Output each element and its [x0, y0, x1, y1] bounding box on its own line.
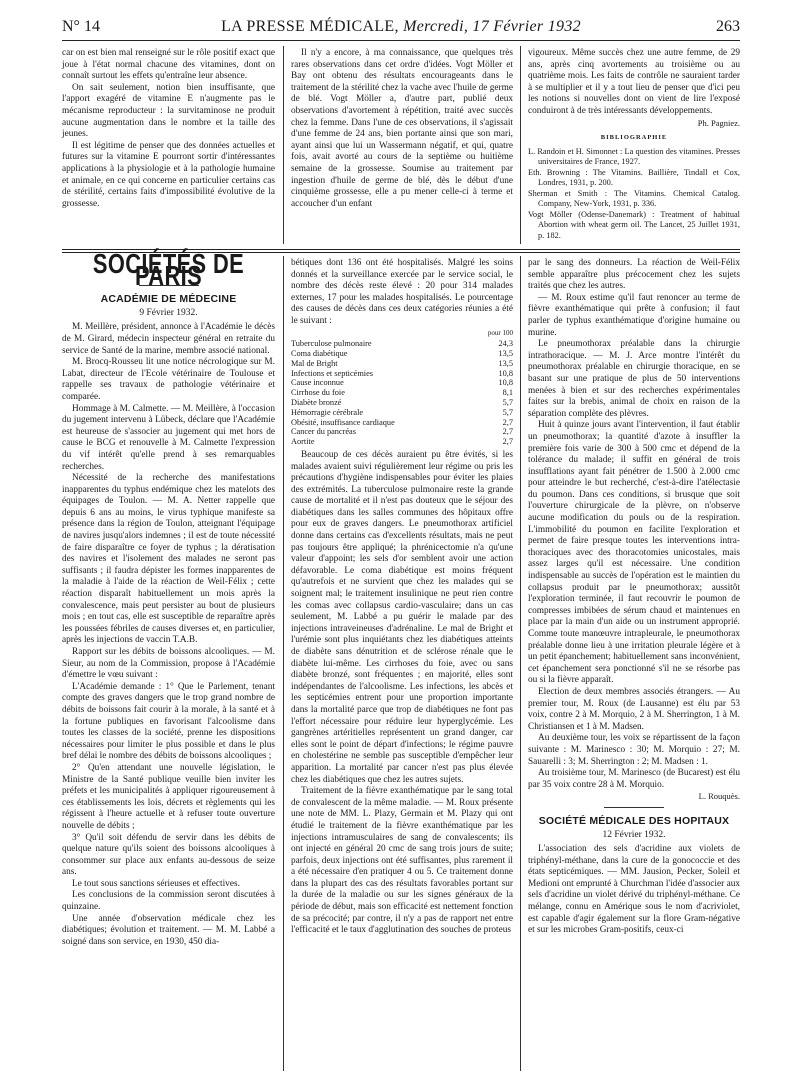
author-signature: Ph. Pagniez. [697, 117, 740, 128]
societes-column-2 [291, 258, 513, 937]
cause-label: Hémorragie cérébrale [291, 407, 364, 417]
top-column-3 [528, 48, 740, 241]
cause-value: 13,5 [498, 358, 513, 368]
causes-table [291, 339, 513, 447]
paragraph: Il n'y a encore, à ma connaissance, que quelques très rares observations dans cet ordre d'idées. Vogt Möller et Bay ont obtenu des résultats encourageants dans le traitement de la stérilité chez la vache avec l'huile de germe de blé. Vogt Möller a, d'autre part, publié deux observations d'avortement à répétition, traité avec succès chez la femme. Dans l'une de ces observations, il s'agissait d'une femme de 24 ans, bien portante ainsi que son mari, ayant ainsi que lui un Wassermann négatif, et qui, quatre fois, avait avorté au cours de la septième ou huitième semaine de la grossesse. Soumise au traitement par ingestion d'huile de germe de blé, dès le début d'une cinquième grossesse, elle a pu mener celle-ci à terme et accoucher d'un enfant [291, 48, 513, 209]
bibliography-entry: Sherman et Smith : The Vitamins. Chemical Catalog. Company, New-York, 1931, p. 336. [528, 188, 740, 209]
cause-label: Cirrhose du foie [291, 388, 345, 398]
paragraph: L'association des sels d'acridine aux violets de triphényl-méthane, dans la cure de la gonococcie et des états septicémiques. — MM. Jausion, Pecker, Soleil et Medioni ont emprunté à Churchman l'idée d'associer aux sels d'acridine un violet dérivé du triphényl-méthane. Ce mélange, connu en Amérique sous le nom d'acriviolet, est capable d'agir également sur la flore Gram-négative et sur les microbes Gram-positifs, ceux-ci [528, 844, 740, 936]
paragraph: 3° Qu'il soit défendu de servir dans les débits de quelque nature qu'ils soient des boissons alcooliques à consommer sur place aux enfants au-dessous de seize ans. [62, 832, 275, 878]
column-divider [283, 256, 284, 1071]
paragraph: vigoureux. Même succès chez une autre femme, de 29 ans, après cinq avortements au troisième ou au quatrième mois. Les faits de contrôle ne sauraient tarder à se multiplier et il y a tout lieu de penser que d'ici peu les notions si nouvelles dont on vient de lire l'exposé conduiront à de très intéressants développements. [528, 48, 740, 116]
cause-value: 10,8 [498, 378, 513, 388]
causes-row [291, 369, 513, 379]
paragraph: M. Meillère, président, annonce à l'Académie le décès de M. Girard, médecin inspecteur général en retraite du service de Santé de la marine, membre associé national. [62, 322, 275, 356]
paragraph: Traitement de la fièvre exanthématique par le sang total de convalescent de la même maladie. — M. Roux présente une note de MM. L. Plazy, Germain et M. Plazy qui ont étudié le traitement de la fièvre exanthématique par les injections intramusculaires de sang de convalescents; ils ont injecté en général 20 cmc de sang trois jours de suite; parfois, deux injections ont été suffisantes, plus rarement il a été nécessaire d'en pratiquer 4 ou 5. Ce traitement donne dans la plupart des cas des résultats favorables portant sur la durée de la maladie ou sur les signes généraux de la période de début, mais son efficacité est nettement fonction de sa précocité; par contre, il n'y a pas de rapport net entre l'efficacité et le taux d'agglutination des souches de proteus [291, 786, 513, 936]
bibliography-heading: BIBLIOGRAPHIE [600, 134, 668, 142]
bibliography [528, 147, 740, 242]
cause-label: Cancer du pancréas [291, 427, 356, 437]
paragraph: Le pneumothorax préalable dans la chirurgie intrathoracique. — M. J. Arce montre l'intérêt du pneumothorax préalable en chirurgie thoracique, en se basant sur une pratique de plus de 50 interventions menées à bien et sur des recherches expérimentales faites sur la brebis, animal de choix en raison de la séparation complète des plèvres. [528, 339, 740, 419]
societes-column-1 [62, 248, 275, 948]
journal-title [62, 18, 740, 36]
paragraph: L'Académie demande : 1° Que le Parlement, tenant compte des graves dangers que le trop grand nombre de débits de boissons fait courir à la morale, à la santé et à la fortune publiques en favorisant l'alcoolisme dans toutes les classes de la société, prenne les dispositions nécessaires pour limiter le plus possible et dans le plus bref délai le nombre des débits de boissons alcooliques ; [62, 681, 275, 762]
section-rule [604, 807, 664, 808]
paragraph: Il est légitime de penser que des données actuelles et futures sur la vitamine E pourront sortir d'intéressantes applications à la physiologie et à la pathologie humaine et animale, en ce qui concerne en particulier certains cas de stérilité, certains faits d'impossibilité évolutive de la grossesse. [62, 140, 275, 209]
cause-value: 5,7 [502, 407, 513, 417]
societes-column-3 [528, 258, 740, 937]
cause-value: 2,7 [502, 437, 513, 447]
causes-row [291, 427, 513, 437]
cause-value: 2,7 [502, 427, 513, 437]
top-column-1 [62, 48, 275, 210]
causes-row [291, 398, 513, 408]
cause-value: 5,7 [502, 397, 513, 407]
section-title: SOCIÉTÉS DE PARIS [92, 248, 245, 291]
academie-title: ACADÉMIE DE MÉDECINE [100, 293, 237, 306]
journal-name: LA PRESSE MÉDICALE, [221, 18, 399, 35]
paragraph: M. Brocq-Rousseu lit une notice nécrologique sur M. Labat, directeur de l'Ecole vétérinaire de Toulouse et rappelle ses travaux de pathologie vétérinaire et comparée. [62, 357, 275, 402]
paragraph: Election de deux membres associés étrangers. — Au premier tour, M. Roux (de Lausanne) est élu par 53 voix, contre 2 à M. Morquio, 2 à M. Sherrington, 1 à M. Christiansen et 1 à M. Madsen. [528, 686, 740, 732]
paragraph: Le tout sous sanctions sérieuses et effectives. [72, 878, 240, 889]
paragraph: Rapport sur les débits de boissons alcooliques. — M. Sieur, au nom de la Commission, propose à l'Académie d'émettre le vœu suivant : [62, 647, 275, 681]
bibliography-entry: Vogt Möller (Odense-Danemark) : Treatment of habitual Abortion with wheat germ oil. The Lancet, 25 Juillet 1931, p. 182. [528, 209, 740, 240]
paragraph: car on est bien mal renseigné sur le rôle positif exact que joue à l'état normal chacune des vitamines, dont on connaît surtout les effets qu'entraîne leur absence. [62, 48, 275, 82]
column-divider [520, 46, 521, 244]
issue-date: Mercredi, 17 Février 1932 [403, 18, 581, 35]
causes-row [291, 437, 513, 447]
paragraph: Les conclusions de la commission seront discutées à quinzaine. [62, 890, 275, 913]
cause-label: Diabète bronzé [291, 397, 342, 407]
paragraph: 2° Qu'en attendant une nouvelle législation, le Ministre de la Santé publique veuille bien inviter les préfets et les municipalités à appliquer rigoureusement à ces établissements les lois, décrets et règlements qui les régissent à l'heure actuelle et à refuser toute ouverture nouvelle de débits ; [62, 762, 275, 831]
academie-date: 9 Février 1932. [139, 307, 198, 318]
cause-value: 24,3 [498, 339, 513, 349]
causes-row [291, 408, 513, 418]
causes-row [291, 339, 513, 349]
paragraph: Huit à quinze jours avant l'intervention, il faut établir un pneumothorax; la quantité d'azote à insuffler la première fois varie de 300 à 500 cmc et dépend de la tolérance du malade; il suffit en général de trois insufflations ayant fait pénétrer de 1.500 à 2.000 cmc pour atteindre le but recherché, c'est-à-dire l'atélectasie du poumon. Dans ces conditions, si brusque que soit l'ouverture chirurgicale de la plèvre, on n'observe aucune modification du pouls ou de la respiration. L'immobilité du poumon en facilite l'exploration et permet de faire presque toutes les interventions intra-thoraciques avec des thoracotomies unicostales, mais assez larges qu'il est nécessaire. Une condition indispensable au succès de l'opération est le maintien du collapsus produit par le pneumothorax; aussitôt l'exploration terminée, il faut recouvrir le poumon de compresses imbibées de sérum chaud et maintenues en place par la main d'un aide ou un instrument approprié. Comme toute manœuvre intrapleurale, le pneumothorax préalable donne lieu à une irritation pleurale légère et à un petit épanchement; habituellement sans inconvénient, cet épanchement sera ponctionné s'il ne se résorbe pas ou si la fièvre apparaît. [528, 420, 740, 686]
cause-label: Aortite [291, 437, 315, 447]
hopitaux-title: SOCIÉTÉ MÉDICALE DES HOPITAUX [538, 814, 730, 827]
bibliography-entry: L. Randoin et H. Simonnet : La question des vitamines. Presses universitaires de France, 1927. [528, 146, 740, 167]
paragraph: On sait seulement, notion bien insuffisante, que l'apport exagéré de vitamine E n'augmente pas le mécanisme reproducteur : la survitaminose ne produit aucune augmentation dans le nombre et la taille des jeunes. [62, 82, 275, 140]
paragraph: — M. Roux estime qu'il faut renoncer au terme de fièvre exanthématique qui prête à confusion; il faut parler de typhus exanthématique d'origine humaine ou murine. [528, 292, 740, 338]
column-divider [520, 256, 521, 1071]
cause-value: 2,7 [502, 417, 513, 427]
hopitaux-date: 12 Février 1932. [602, 829, 666, 840]
cause-value: 10,8 [498, 368, 513, 378]
causes-row [291, 388, 513, 398]
paragraph: Hommage à M. Calmette. — M. Meillère, à l'occasion du jugement intervenu à Lübeck, déclare que l'Académie est heureuse de s'associer au jugement qui met hors de cause le BCG et renouvelle à M. Calmette l'expression du vif intérêt qu'elle prend à ses remarquables recherches. [62, 403, 275, 472]
header-rule [62, 40, 740, 41]
causes-row [291, 359, 513, 369]
cause-label: Tuberculose pulmonaire [291, 339, 372, 349]
column-divider [283, 46, 284, 244]
causes-row [291, 378, 513, 388]
paragraph: Beaucoup de ces décès auraient pu être évités, si les malades avaient suivi régulièrement leur régime ou pris les précautions d'hygiène indispensables pour éviter les plaies des extrémités. La tuberculose pulmonaire reste la grande cause de mortalité et il n'est pas douteux que le séjour des diabétiques dans les salles communes des hôpitaux offre pour eux de graves dangers. Le pneumothorax artificiel donne dans certains cas d'excellents résultats, mais ne peut pas toujours être appliqué; la phrénicectomie n'a qu'une valeur d'appoint; les sels d'or semblent avoir une action défavorable. Le coma diabétique est moins fréquent qu'autrefois et ne survient que chez les malades qui se soignent mal; le traitement insulinique ne peut rien contre les comas avec collapsus cardio-vasculaire; dans un cas seulement, M. Labbé a pu guérir le malade par des injections intraveineuses d'adrénaline. Le mal de Bright et l'urémie sont plus inquiétants chez les diabétiques atteints de diabète sans dénutrition et de sclérose rénale que le diabète lui-même. Les cirrhoses du foie, avec ou sans diabète bronzé, sont fréquentes ; en majorité, elles sont indépendantes de l'alcoolisme. Les infections, les abcès et les septicémies entrent pour une proportion importante dans la mortalité parce que trop de diabétiques ne font pas l'effort nécessaire pour réduire leur hyperglycémie. Les gangrènes artéritielles représentent un grand danger, car elles sont le point de départ d'infections; le régime pauvre en cholestérine ne semble pas susceptible d'empêcher leur apparition. La mortalité par cancer n'est pas plus élevée chez les diabétiques que chez les autres sujets. [291, 449, 513, 785]
author-signature: L. Rouquès. [698, 791, 740, 802]
paragraph: Au deuxième tour, les voix se répartissent de la façon suivante : M. Marinesco : 30; M. Morquio : 27; M. Sauarelli : 3; M. Sherrington : 2; M. Madsen : 1. [528, 733, 740, 767]
paragraph: Au troisième tour, M. Marinesco (de Bucarest) est élu par 35 voix contre 28 à M. Morquio. [528, 768, 740, 790]
cause-label: Mal de Bright [291, 358, 338, 368]
cause-label: Obésité, insuffisance cardiaque [291, 417, 395, 427]
paragraph: bétiques dont 136 ont été hospitalisés. Malgré les soins donnés et la surveillance exercée par le service social, le nombre des décès reste élevé : 20 pour 314 malades externes, 17 pour les malades hospitalisés. Le pourcentage des causes de décès dans ces deux catégories réunies a été le suivant : [291, 258, 513, 326]
paragraph: Une année d'observation médicale chez les diabétiques; évolution et traitement. — M. M. Labbé a soigné dans son service, en 1930, 450 dia- [62, 913, 275, 947]
cause-value: 13,5 [498, 348, 513, 358]
top-column-2 [291, 48, 513, 210]
issue-number: N° 14 [62, 18, 100, 35]
paragraph: par le sang des donneurs. La réaction de Weil-Félix semble apparaître plus précocement chez les sujets traités que chez les autres. [528, 258, 740, 292]
page-number: 263 [716, 18, 740, 35]
cause-value: 8,1 [502, 388, 513, 398]
bibliography-entry: Eth. Browning : The Vitamins. Baillière, Tindall et Cox, Londres, 1931, p. 200. [528, 167, 740, 188]
paragraph: Nécessité de la recherche des manifestations inapparentes du typhus endémique chez les matelots des équipages de Toulon. — M. A. Netter rappelle que depuis 6 ans au moins, le virus typhique manifeste sa présence dans la région de Toulon, atteignant l'équipage de navires jusqu'alors indemnes ; il est de toute nécessité de faire disparaître ce foyer de typhus ; la dératisation des navires et l'isolement des malades ne seront pas suffisants ; il faudra dépister les formes inapparentes de la maladie à l'aide de la réaction de Weil-Félix ; cette réaction disparaît habituellement un mois après la convalescence, mais peut persister au bout de plusieurs mois ; en tout cas, elle est susceptible de reparaître après les poussées fébriles de causes diverses et, en particulier, après les injections de vaccin T.A.B. [62, 473, 275, 646]
table-unit: pour 100 [487, 328, 513, 337]
cause-label: Cause inconnue [291, 378, 344, 388]
cause-label: Coma diabétique [291, 348, 348, 358]
causes-row [291, 418, 513, 428]
causes-row [291, 349, 513, 359]
cause-label: Infections et septicémies [291, 368, 374, 378]
page-header [62, 18, 740, 38]
